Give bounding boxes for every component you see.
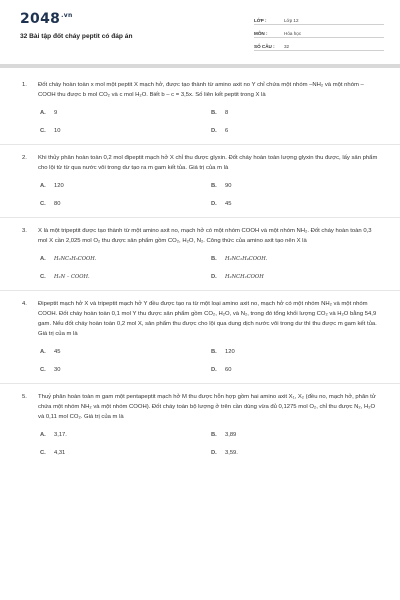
option-key: C.: [40, 274, 46, 280]
answer-options: [40, 104, 380, 140]
answer-options: [40, 250, 380, 286]
option-c[interactable]: [40, 444, 211, 462]
option-key: B.: [211, 183, 217, 189]
meta-label: SỐ CÂU :: [254, 44, 275, 49]
answer-options: [40, 343, 380, 379]
option-d[interactable]: [211, 268, 382, 286]
option-value: H₂N – COOH.: [54, 274, 90, 280]
logo-tld: .vn: [61, 12, 73, 20]
question-text: Thuỷ phân hoàn toàn m gam một pentapeptit mạch hở M thu được hỗn hợp gồm hai amino axit X₁, X₂ (đều no, mạch hở, phân tử chứa một nhóm NH₂ và một nhóm COOH). Đốt cháy toàn bộ lượng ở trên cần dùng vừa đủ 0,1275 mol O₂, chỉ thu được N₂, H₂O và 0,11 mol CO₂. Giá trị của m là: [38, 394, 376, 420]
question-divider: [0, 290, 400, 291]
option-a[interactable]: [40, 177, 211, 195]
option-key: C.: [40, 201, 46, 207]
option-key: C.: [40, 128, 46, 134]
option-a[interactable]: [40, 250, 211, 268]
option-value: H₂NC₃H₆COOH.: [54, 256, 97, 262]
option-a[interactable]: [40, 426, 211, 444]
document-meta: [254, 12, 384, 51]
logo-text: 2048: [20, 11, 61, 27]
question-text: Đipeptit mạch hở X và tripeptit mạch hở Y đều được tạo ra từ một loại amino axit no, mạch hở có một nhóm NH₂ và một nhóm COOH. Đốt cháy hoàn toàn 0,1 mol Y thu được sản phẩm gồm CO₂, H₂O, và N₂, trong đó tổng khối lượng CO₂ và H₂O bằng 54,9 gam. Nếu đốt cháy hoàn toàn 0,2 mol X, sản phẩm thu được cho lội qua dung dịch nước vôi trong dư thì thu được m gam kết tủa. Giá trị của m là: [38, 301, 377, 337]
option-key: B.: [211, 432, 217, 438]
site-logo[interactable]: [20, 11, 73, 27]
meta-label: LỚP :: [254, 18, 267, 23]
option-key: D.: [211, 274, 217, 280]
option-key: B.: [211, 349, 217, 355]
option-value: H₂NC₂H₄COOH.: [225, 256, 268, 262]
question-number: 2.: [22, 155, 27, 161]
meta-value: 32: [284, 44, 290, 49]
option-b[interactable]: [211, 177, 382, 195]
question-text: Khi thủy phân hoàn toàn 0,2 mol đipeptit mạch hở X chỉ thu được glyxin. Đốt cháy hoàn toàn lượng glyxin thu được, lấy sản phẩm cho lội từ từ qua nước vôi trong dư tạo ra m gam kết tủa. Giá trị của m là: [38, 155, 378, 171]
option-key: A.: [40, 432, 46, 438]
option-key: D.: [211, 201, 217, 207]
page-title: 32 Bài tập đốt cháy peptit có đáp án: [20, 33, 133, 40]
option-value: 120: [225, 349, 235, 355]
option-value: 120: [54, 183, 64, 189]
question-2: [0, 153, 400, 213]
question-3: [0, 226, 400, 286]
option-key: A.: [40, 183, 46, 189]
option-c[interactable]: [40, 195, 211, 213]
option-c[interactable]: [40, 268, 211, 286]
option-value: 3,89: [225, 432, 237, 438]
meta-row-count: [254, 38, 384, 51]
option-a[interactable]: [40, 343, 211, 361]
question-divider: [0, 144, 400, 145]
question-1: [0, 80, 400, 140]
option-key: B.: [211, 110, 217, 116]
question-text: X là một tripeptit được tạo thành từ một amino axit no, mạch hở có một nhóm COOH và một nhóm NH₂. Đốt cháy hoàn toàn 0,3 mol X cần 2,025 mol O₂ thu được sản phẩm gồm CO₂, H₂O, N₂. Công thức của amino axit tạo nên X là: [38, 228, 372, 244]
option-value: 4,31: [54, 450, 66, 456]
option-c[interactable]: [40, 122, 211, 140]
question-text: Đốt cháy hoàn toàn x mol một peptit X mạch hở, được tạo thành từ amino axit no Y chỉ chứa một nhóm –NH₂ và một nhóm –COOH thu được b mol CO₂ và c mol H₂O. Biết b – c = 3,5x. Số liên kết peptit trong X là: [38, 82, 364, 98]
option-value: 8: [225, 110, 229, 116]
question-divider: [0, 217, 400, 218]
option-key: C.: [40, 450, 46, 456]
header-divider: [0, 64, 400, 68]
option-value: 30: [54, 367, 61, 373]
question-number: 1.: [22, 82, 27, 88]
option-b[interactable]: [211, 426, 382, 444]
option-b[interactable]: [211, 343, 382, 361]
meta-row-class: [254, 12, 384, 25]
option-key: D.: [211, 367, 217, 373]
question-5: [0, 392, 400, 462]
option-key: A.: [40, 349, 46, 355]
option-key: C.: [40, 367, 46, 373]
option-key: D.: [211, 128, 217, 134]
option-key: A.: [40, 110, 46, 116]
option-value: 6: [225, 128, 229, 134]
question-number: 3.: [22, 228, 27, 234]
option-key: D.: [211, 450, 217, 456]
meta-value: Lớp 12: [284, 18, 299, 23]
question-list: [0, 80, 400, 462]
option-b[interactable]: [211, 104, 382, 122]
question-number: 5.: [22, 394, 27, 400]
document-header: [0, 0, 400, 64]
option-c[interactable]: [40, 361, 211, 379]
answer-options: [40, 177, 380, 213]
option-value: 60: [225, 367, 232, 373]
option-d[interactable]: [211, 195, 382, 213]
option-d[interactable]: [211, 122, 382, 140]
option-value: 45: [225, 201, 232, 207]
option-value: 10: [54, 128, 61, 134]
question-4: [0, 299, 400, 379]
meta-value: Hóa học: [284, 31, 302, 36]
meta-row-subject: [254, 25, 384, 38]
meta-label: MÔN :: [254, 31, 268, 36]
option-value: 90: [225, 183, 232, 189]
option-value: H₂NCH₂COOH: [225, 274, 264, 280]
option-value: 80: [54, 201, 61, 207]
option-value: 3,17.: [54, 432, 67, 438]
option-key: B.: [211, 256, 217, 262]
option-value: 9: [54, 110, 58, 116]
option-value: 45: [54, 349, 61, 355]
answer-options: [40, 426, 380, 462]
option-b[interactable]: [211, 250, 382, 268]
option-a[interactable]: [40, 104, 211, 122]
question-number: 4.: [22, 301, 27, 307]
option-d[interactable]: [211, 361, 382, 379]
option-value: 3,59.: [225, 450, 238, 456]
option-d[interactable]: [211, 444, 382, 462]
question-divider: [0, 383, 400, 384]
option-key: A.: [40, 256, 46, 262]
